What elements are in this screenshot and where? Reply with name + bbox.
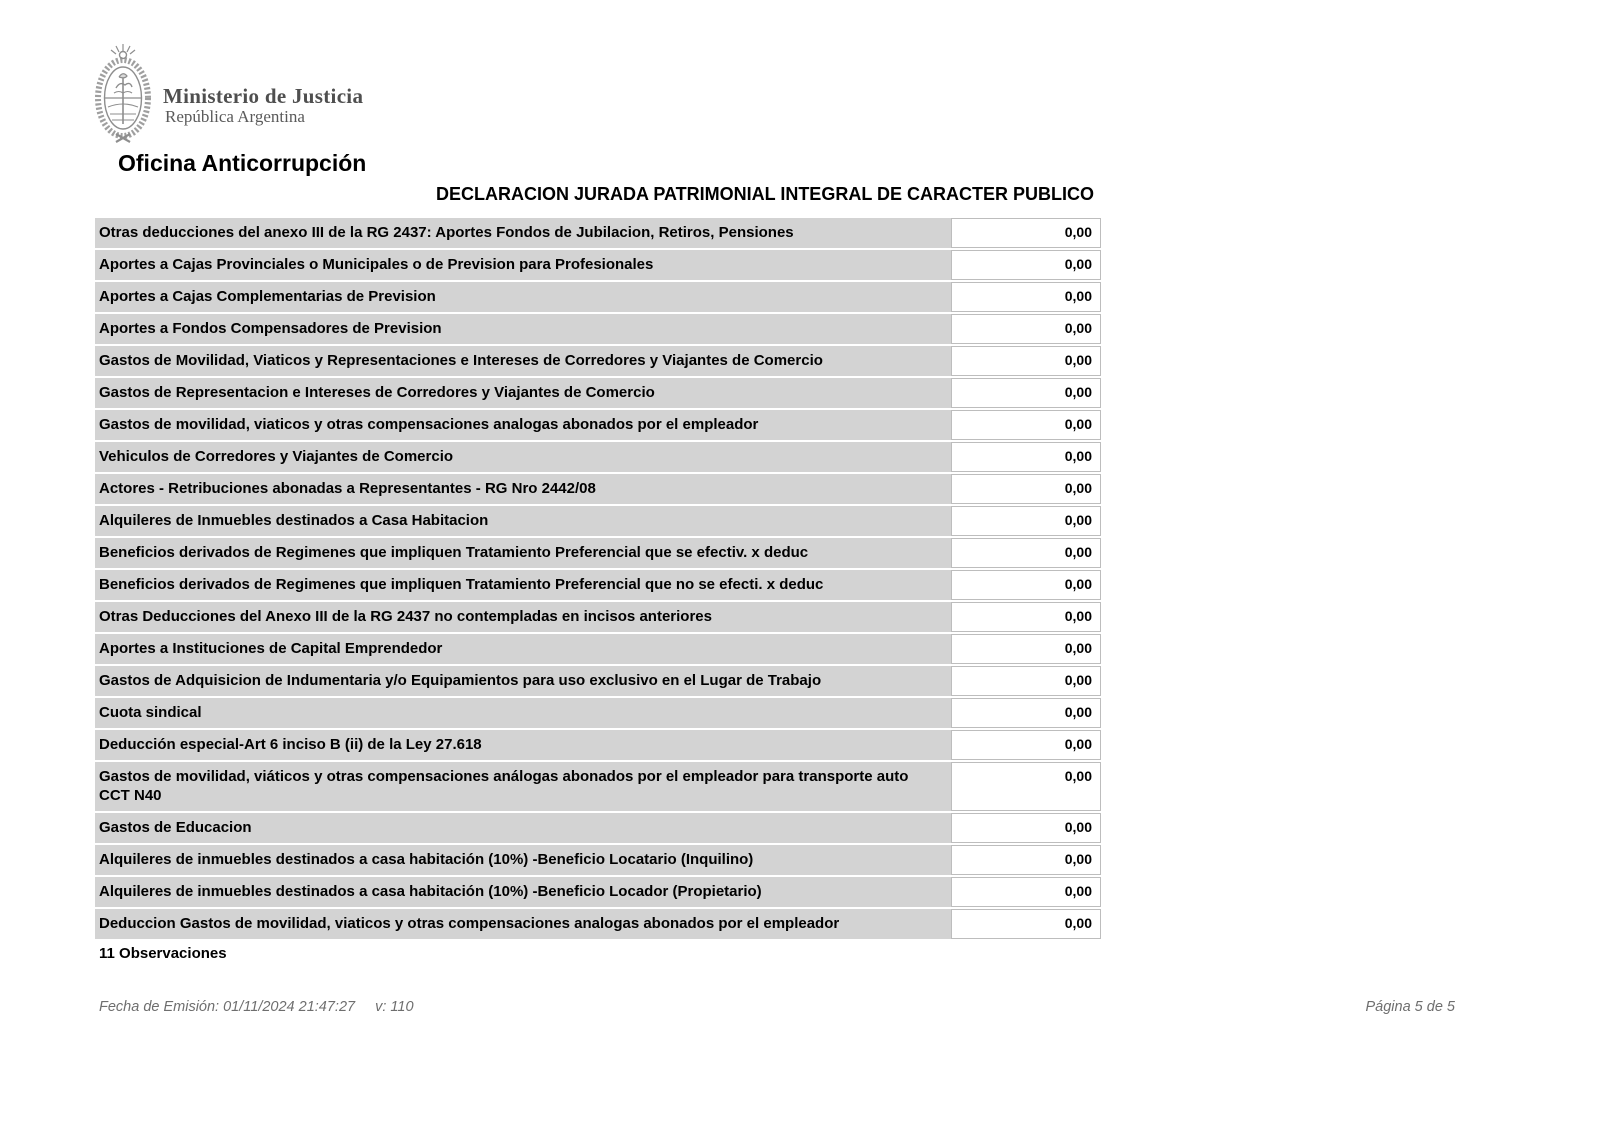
table-row — [95, 813, 1101, 843]
version-label: v: 110 — [375, 999, 414, 1015]
table-row — [95, 218, 1101, 248]
deduction-label: Alquileres de inmuebles destinados a casa habitación (10%) -Beneficio Locador (Propietario) — [95, 877, 951, 907]
deduction-value: 0,00 — [951, 845, 1101, 875]
table-row — [95, 314, 1101, 344]
emission-date: Fecha de Emisión: 01/11/2024 21:47:27 — [99, 999, 356, 1015]
deduction-value: 0,00 — [951, 602, 1101, 632]
deduction-value: 0,00 — [951, 250, 1101, 280]
country-name: República Argentina — [165, 107, 305, 126]
table-row — [95, 698, 1101, 728]
deduction-label: Otras Deducciones del Anexo III de la RG 2437 no contempladas en incisos anteriores — [95, 602, 951, 632]
deduction-label: Gastos de Adquisicion de Indumentaria y/o Equipamientos para uso exclusivo en el Lugar de Trabajo — [95, 666, 951, 696]
table-row — [95, 506, 1101, 536]
deduction-label: Gastos de Representacion e Intereses de Corredores y Viajantes de Comercio — [95, 378, 951, 408]
deduction-label: Gastos de Educacion — [95, 813, 951, 843]
deduction-value: 0,00 — [951, 282, 1101, 312]
table-row — [95, 570, 1101, 600]
deduction-value: 0,00 — [951, 570, 1101, 600]
table-row — [95, 877, 1101, 907]
observations-heading: 11 Observaciones — [99, 945, 227, 962]
table-row — [95, 282, 1101, 312]
deduction-value: 0,00 — [951, 538, 1101, 568]
deduction-value: 0,00 — [951, 666, 1101, 696]
table-row — [95, 410, 1101, 440]
argentina-coat-of-arms-icon — [92, 44, 154, 144]
deduction-value: 0,00 — [951, 378, 1101, 408]
deduction-label: Alquileres de Inmuebles destinados a Casa Habitacion — [95, 506, 951, 536]
deduction-label: Actores - Retribuciones abonadas a Representantes - RG Nro 2442/08 — [95, 474, 951, 504]
table-row — [95, 346, 1101, 376]
table-row — [95, 845, 1101, 875]
table-row — [95, 250, 1101, 280]
page-number: Página 5 de 5 — [1365, 999, 1455, 1015]
footer-left — [99, 999, 414, 1015]
deduction-value: 0,00 — [951, 506, 1101, 536]
deduction-label: Gastos de movilidad, viaticos y otras compensaciones analogas abonados por el empleador — [95, 410, 951, 440]
ministry-name: Ministerio de Justicia — [163, 84, 364, 108]
deduction-label: Aportes a Instituciones de Capital Emprendedor — [95, 634, 951, 664]
table-row — [95, 666, 1101, 696]
table-row — [95, 442, 1101, 472]
deduction-label: Gastos de Movilidad, Viaticos y Representaciones e Intereses de Corredores y Viajantes de Comercio — [95, 346, 951, 376]
deduction-value: 0,00 — [951, 474, 1101, 504]
deduction-value: 0,00 — [951, 634, 1101, 664]
deduction-value: 0,00 — [951, 813, 1101, 843]
deduction-value: 0,00 — [951, 698, 1101, 728]
deduction-label: Deduccion Gastos de movilidad, viaticos y otras compensaciones analogas abonados por el empleador — [95, 909, 951, 939]
table-row — [95, 634, 1101, 664]
document-title: DECLARACION JURADA PATRIMONIAL INTEGRAL DE CARACTER PUBLICO — [435, 184, 1094, 204]
deduction-label: Aportes a Cajas Complementarias de Prevision — [95, 282, 951, 312]
table-row — [95, 538, 1101, 568]
deduction-label: Otras deducciones del anexo III de la RG 2437: Aportes Fondos de Jubilacion, Retiros, Pensiones — [95, 218, 951, 248]
deduction-label: Deducción especial-Art 6 inciso B (ii) de la Ley 27.618 — [95, 730, 951, 760]
deduction-value: 0,00 — [951, 730, 1101, 760]
deduction-label: Aportes a Fondos Compensadores de Prevision — [95, 314, 951, 344]
table-row — [95, 602, 1101, 632]
deduction-value: 0,00 — [951, 346, 1101, 376]
deduction-value: 0,00 — [951, 877, 1101, 907]
deduction-value: 0,00 — [951, 762, 1101, 811]
deduction-label: Gastos de movilidad, viáticos y otras compensaciones análogas abonados por el empleador para transporte auto CCT N40 — [95, 762, 951, 811]
table-row — [95, 730, 1101, 760]
table-row — [95, 762, 1101, 811]
deduction-label: Alquileres de inmuebles destinados a casa habitación (10%) -Beneficio Locatario (Inquilino) — [95, 845, 951, 875]
deduction-value: 0,00 — [951, 218, 1101, 248]
deduction-label: Cuota sindical — [95, 698, 951, 728]
deduction-label: Vehiculos de Corredores y Viajantes de Comercio — [95, 442, 951, 472]
deduction-value: 0,00 — [951, 314, 1101, 344]
deduction-value: 0,00 — [951, 410, 1101, 440]
deduction-label: Beneficios derivados de Regimenes que impliquen Tratamiento Preferencial que no se efecti. x deduc — [95, 570, 951, 600]
deduction-label: Aportes a Cajas Provinciales o Municipales o de Prevision para Profesionales — [95, 250, 951, 280]
deduction-label: Beneficios derivados de Regimenes que impliquen Tratamiento Preferencial que se efectiv. x deduc — [95, 538, 951, 568]
table-row — [95, 474, 1101, 504]
deduction-value: 0,00 — [951, 442, 1101, 472]
table-row — [95, 909, 1101, 939]
table-row — [95, 378, 1101, 408]
office-title: Oficina Anticorrupción — [118, 150, 367, 176]
deductions-table — [95, 218, 1101, 941]
deduction-value: 0,00 — [951, 909, 1101, 939]
